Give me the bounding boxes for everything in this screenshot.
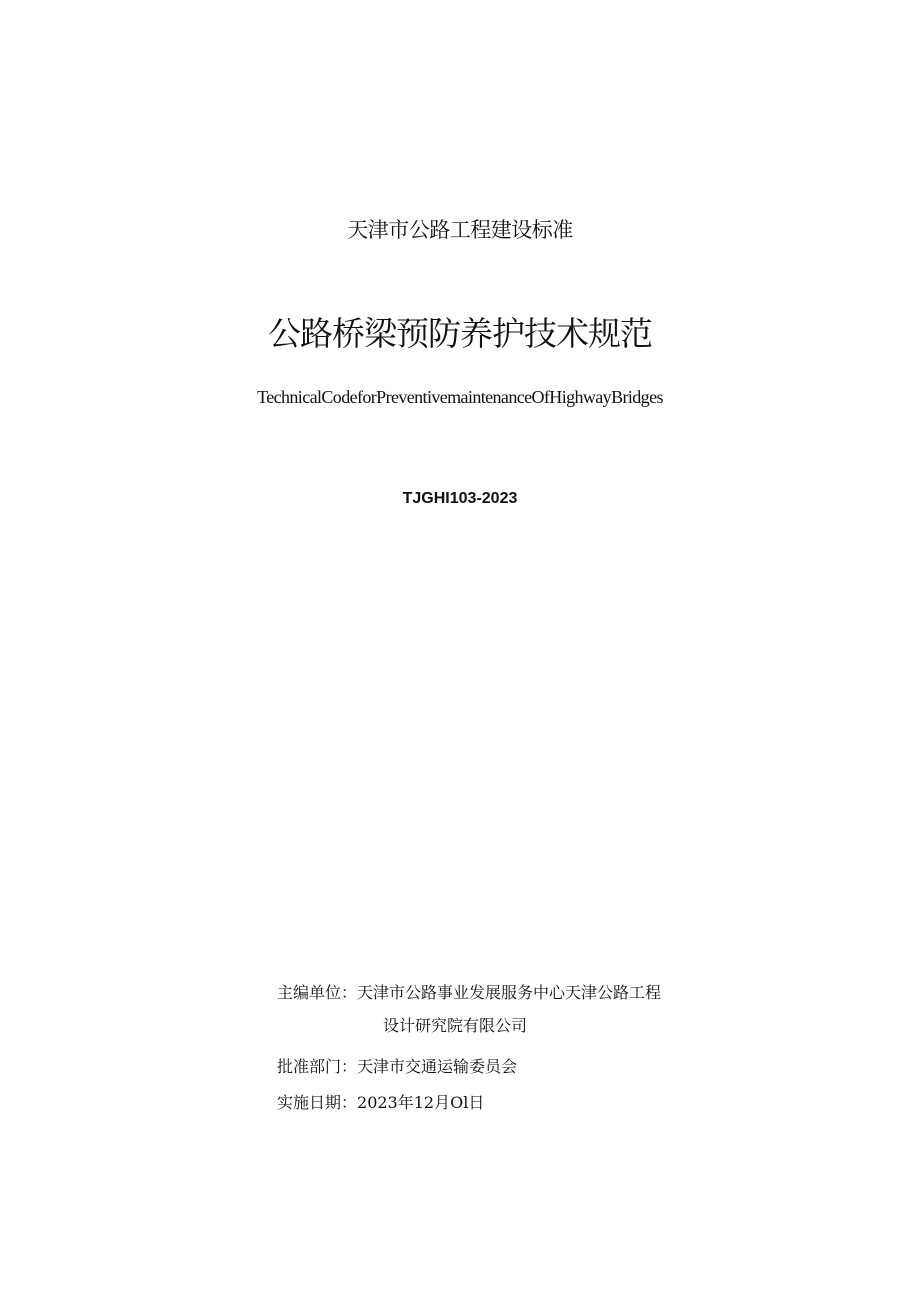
editor-value-line2: 设计研究院有限公司	[383, 1016, 528, 1035]
standard-series: 天津市公路工程建设标准	[347, 218, 573, 242]
date-row	[277, 1090, 484, 1113]
date-value: 2023年12月Ol日	[357, 1093, 485, 1112]
editor-value-line1: 天津市公路事业发展服务中心天津公路工程	[357, 983, 662, 1002]
english-title: TechnicalCodeforPreventivemaintenanceOfHighwayBridges	[257, 387, 663, 407]
document-title: 公路桥梁预防养护技术规范	[268, 314, 652, 353]
date-label: 实施日期：	[277, 1093, 358, 1112]
approver-label: 批准部门：	[277, 1057, 358, 1076]
editor-row	[277, 980, 661, 1003]
approver-value: 天津市交通运输委员会	[357, 1057, 518, 1076]
standard-code: TJGHI103-2023	[402, 490, 518, 507]
approver-row	[277, 1054, 517, 1077]
editor-label: 主编单位：	[277, 983, 358, 1002]
